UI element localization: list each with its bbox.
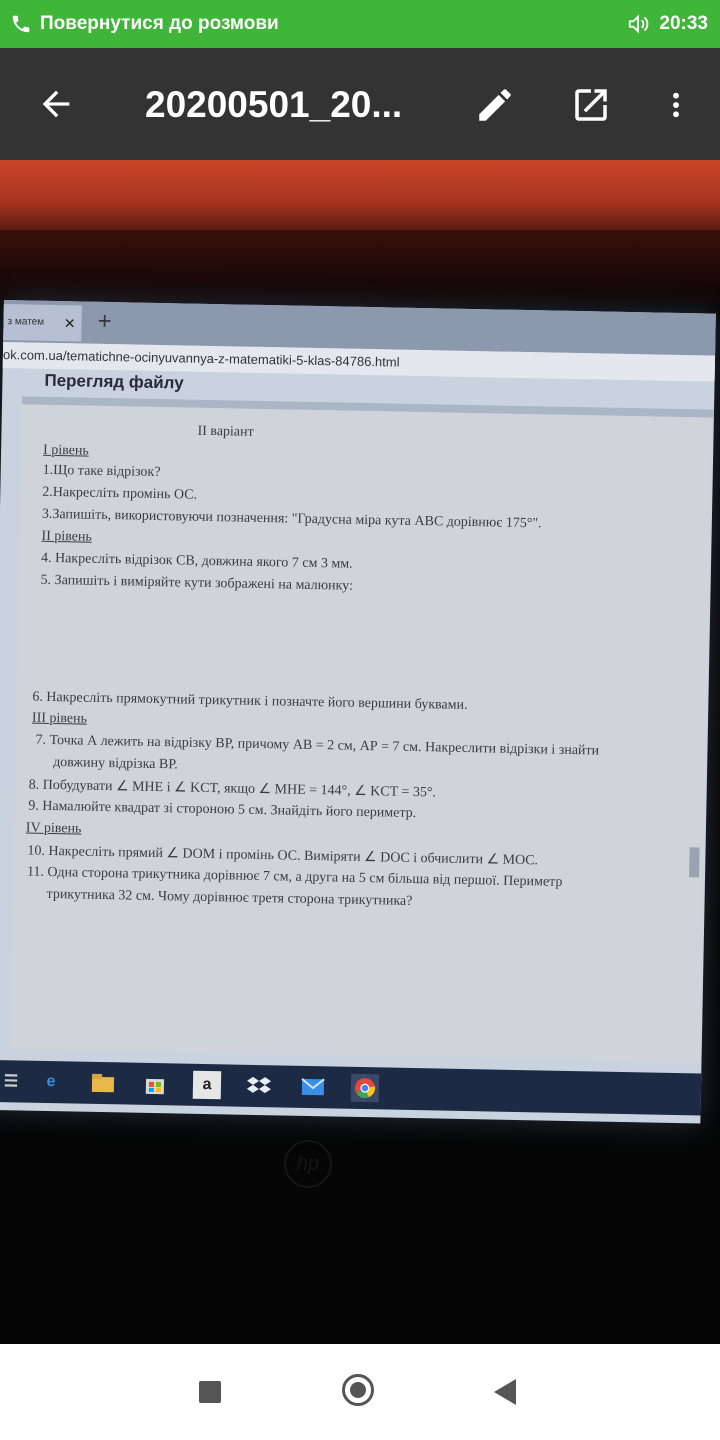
phone-icon — [10, 13, 32, 35]
app-toolbar — [0, 48, 720, 160]
question-1: 1.Що таке відрізок? — [42, 462, 161, 481]
amazon-icon: a — [193, 1071, 222, 1100]
dropbox-icon — [245, 1072, 274, 1101]
more-vert-icon[interactable] — [660, 84, 692, 126]
recent-apps-icon[interactable] — [199, 1381, 221, 1403]
worksheet-document — [10, 404, 712, 1062]
level-heading: ІІІ рівень — [31, 710, 88, 727]
tab-close-icon: ✕ — [63, 315, 76, 332]
photo-background-wall — [0, 160, 720, 230]
new-tab-icon: + — [97, 307, 112, 336]
home-icon[interactable] — [342, 1374, 374, 1406]
store-icon — [141, 1070, 170, 1099]
question-4: 4. Накресліть відрізок СВ, довжина якого 7 см 3 мм. — [40, 550, 353, 572]
hp-logo: hp — [284, 1140, 332, 1188]
browser-tab — [3, 304, 82, 341]
speaker-icon — [627, 13, 649, 35]
clock: 20:33 — [659, 13, 708, 34]
level-heading: ІV рівень — [25, 820, 82, 837]
laptop-screen — [0, 300, 716, 1124]
nav-back-icon[interactable] — [494, 1379, 516, 1405]
edit-pencil-icon[interactable] — [474, 84, 516, 126]
file-explorer-icon — [89, 1069, 118, 1098]
level-heading: І рівень — [42, 442, 89, 459]
question-2: 2.Накресліть промінь ОС. — [42, 484, 198, 503]
file-viewer-heading: Перегляд файлу — [44, 370, 184, 393]
open-external-icon[interactable] — [570, 84, 612, 126]
photo-background-shadow — [0, 230, 720, 305]
back-arrow-icon[interactable] — [36, 84, 76, 124]
question-11-continued: трикутника 32 см. Чому дорівнює третя сторона трикутника? — [46, 886, 413, 909]
windows-taskbar — [0, 1060, 701, 1116]
question-10: 10. Накресліть прямий ∠ DOM і промінь ОС. Виміряти ∠ DOC і обчислити ∠ MOC. — [27, 843, 539, 869]
document-scrollbar — [689, 847, 700, 877]
file-title: 20200501_20... — [145, 84, 403, 125]
return-to-call-label: Повернутися до розмови — [40, 13, 279, 34]
level-heading: ІІ рівень — [41, 528, 92, 545]
question-8: 8. Побудувати ∠ MHE і ∠ KCT, якщо ∠ MHE = 144°, ∠ KCT = 35°. — [28, 777, 437, 801]
tab-label: з матем — [7, 316, 45, 328]
call-status-bar[interactable] — [0, 0, 720, 48]
photo-viewer[interactable] — [0, 160, 720, 1344]
task-view-icon: ☰ — [3, 1073, 19, 1091]
question-9: 9. Намалюйте квадрат зі стороною 5 см. Знайдіть його периметр. — [28, 798, 417, 822]
navigation-bar — [0, 1344, 720, 1440]
question-6: 6. Накресліть прямокутний трикутник і позначте його вершини буквами. — [32, 689, 468, 713]
variant-heading: II варіант — [197, 423, 254, 440]
question-7-continued: довжину відрізка ВР. — [52, 755, 178, 773]
browser-address-bar: ok.com.ua/tematichne-ocinyuvannya-z-matematiki-5-klas-84786.html — [3, 342, 715, 382]
mail-icon — [299, 1073, 328, 1102]
chrome-icon — [351, 1074, 380, 1103]
question-3: 3.Запишіть, використовуючи позначення: "Градусна міра кута АВС дорівнює 175°". — [41, 506, 542, 532]
question-11: 11. Одна сторона трикутника дорівнює 7 см, а друга на 5 см більша від першої. Периметр — [26, 864, 563, 890]
question-7: 7. Точка А лежить на відрізку ВР, причому АВ = 2 см, АР = 7 см. Накреслити відрізки і знайти — [35, 732, 600, 759]
question-5: 5. Запишіть і виміряйте кути зображені на малюнку: — [40, 572, 354, 594]
edge-icon: e — [46, 1072, 56, 1091]
